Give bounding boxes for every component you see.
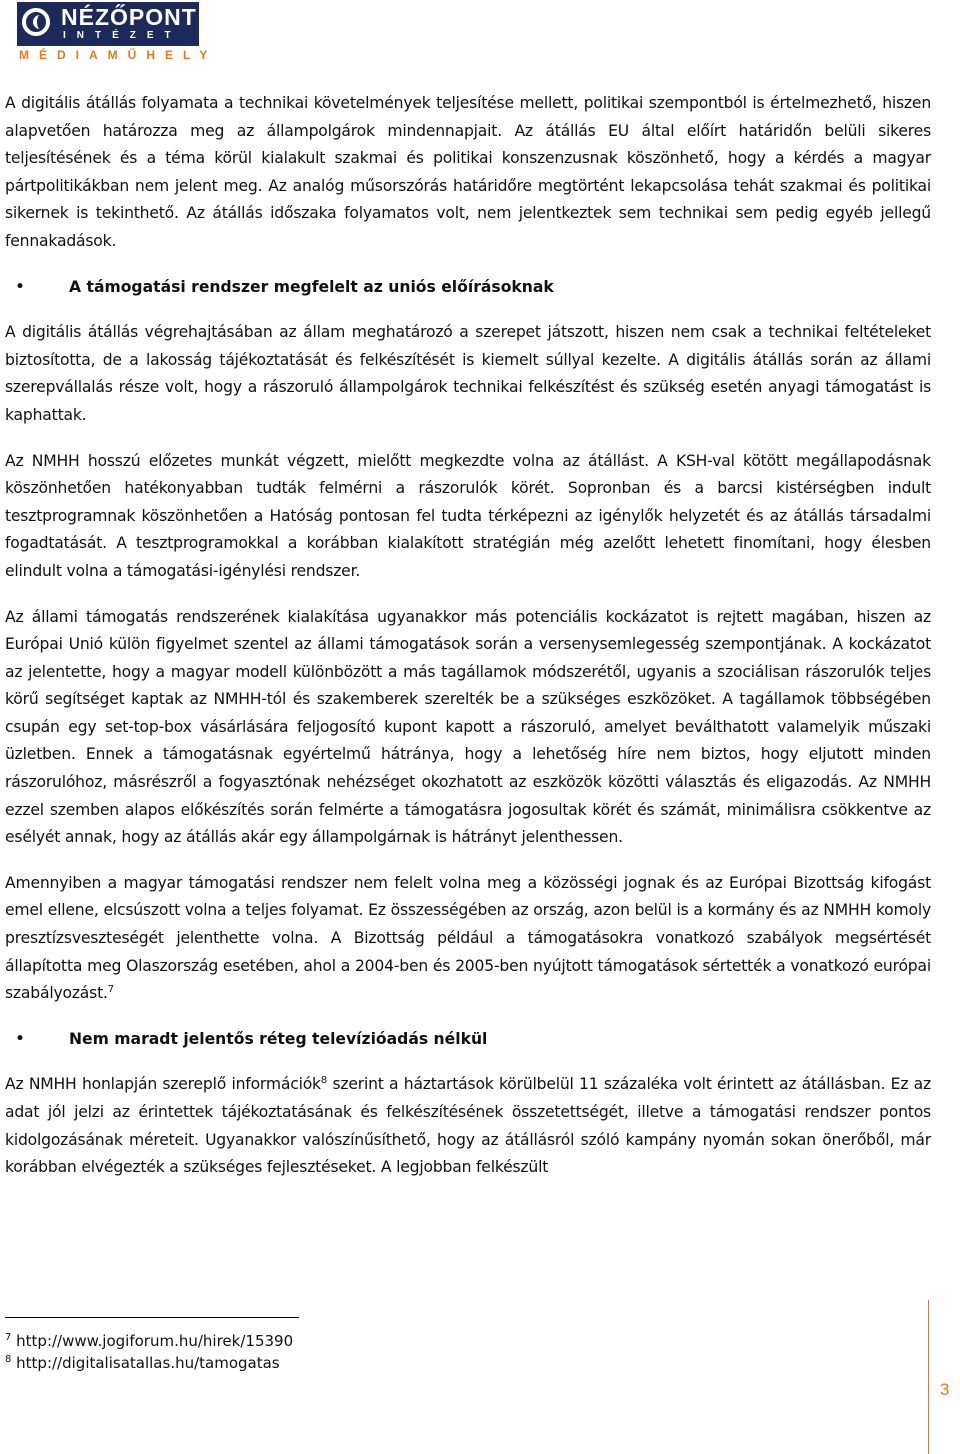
logo-tagline: MÉDIAMŰHELY xyxy=(19,48,218,62)
bullet-icon: • xyxy=(15,278,25,295)
paragraph-4: Az állami támogatás rendszerének kialakítása ugyanakkor más potenciális kockázatot is rejtett magában, hiszen az Európai Unió külön figyelmet szentel az állami támogatások során a versenysemlegesség szempontjának. A kockázatot az jelentette, hogy a magyar modell különbözött a más tagállamok módszerétől, ugyanis a szociálisan rászorulók teljes körű segítséget kaptak az NMHH-tól és szakemberek szerelték be a szükséges eszközöket. A tagállamok többségében csupán egy set-top-box vásárlására feljogosító kupont kapott a rászoruló, amelyet beválthatott valamelyik műszaki üzletben. Ennek a támogatásnak egyértelmű hátránya, hogy a lehetőség híre nem biztos, hogy eljutott minden rászorulóhoz, másrészről a fogyasztónak nehézséget okozhatott az eszközök közötti választás és eligazodás. Az NMHH ezzel szemben alapos előkészítés során felmérte a támogatásra jogosultak körét és számát, minimálisra csökkentve az esélyét annak, hogy az átállás akár egy állampolgárnak is hátrányt jelenthessen. xyxy=(5,607,931,847)
paragraph-6 xyxy=(5,1071,931,1181)
footnotes xyxy=(5,1330,293,1374)
footnote-number: 8 xyxy=(5,1354,12,1365)
paragraph-6-lead: Az NMHH honlapján szereplő információk xyxy=(5,1075,321,1094)
paragraph-2: A digitális átállás végrehajtásában az állam meghatározó a szerepet játszott, hiszen nem csak a technikai feltételeket biztosította, de a lakosság tájékoztatását és felkészítését is kiemelt súllyal kezelte. A digitális átállás során az állami szerepvállalás része volt, hogy a rászoruló állampolgárok technikai felkészítést és szükség esetén anyagi támogatást is kaphattak. xyxy=(5,323,931,424)
footnote-divider xyxy=(5,1317,299,1318)
section-heading-text: A támogatási rendszer megfelelt az uniós előírásoknak xyxy=(69,277,554,296)
section-heading-1 xyxy=(5,274,931,302)
section-heading-2 xyxy=(5,1026,931,1054)
logo-mark-icon xyxy=(22,8,50,36)
bullet-icon: • xyxy=(15,1030,25,1047)
paragraph-5-text: Amennyiben a magyar támogatási rendszer nem felelt volna meg a közösségi jognak és az Európai Bizottság kifogást emel ellene, elcsúszott volna a teljes folyamat. Ez összességében az ország, azon belül is a kormány és az NMHH komoly presztízsveszteségét jelenthette volna. A Bizottság például a támogatásokra vonatkozó szabályok megsértését állapította meg Olaszország esetében, ahol a 2004-ben és 2005-ben nyújtott támogatások sértették a vonatkozó európai szabályozást. xyxy=(5,873,931,1003)
logo-box xyxy=(17,2,199,46)
footnote-7 xyxy=(5,1330,293,1352)
footnote-number: 7 xyxy=(5,1332,12,1343)
logo-subtitle: INTÉZET xyxy=(63,30,182,41)
footnote-ref-8[interactable]: 8 xyxy=(320,1075,328,1087)
paragraph-6-rest: szerint a háztartások körülbelül 11 százaléka volt érintett az átállásban. Ez az adat jól jelzi az érintettek tájékoztatásának és felkészítésének összetettségét, illetve a támogatási rendszer pontos kidolgozásának méreteit. Ugyanakkor valószínűsíthető, hogy az átállásról szóló kampány nyomán sokan önerőből, már korábban elvégezték a szükséges fejlesztéseket. A legjobban felkészült xyxy=(5,1075,932,1177)
section-heading-text: Nem maradt jelentős réteg televízióadás nélkül xyxy=(69,1029,488,1048)
page-margin-rule xyxy=(928,1300,929,1454)
logo xyxy=(17,2,218,64)
footnote-ref-7[interactable]: 7 xyxy=(107,984,114,996)
footnote-8 xyxy=(5,1352,293,1374)
footnote-link[interactable]: http://www.jogiforum.hu/hirek/15390 xyxy=(16,1332,294,1350)
paragraph-1: A digitális átállás folyamata a technikai követelmények teljesítése mellett, politikai szempontból is értelmezhető, hiszen alapvetően határozza meg az állampolgárok mindennapjait. Az átállás EU által előírt határidőn belüli sikeres teljesítésének és a téma körül kialakult szakmai és politikai konszenzusnak köszönhető, hogy a kérdés a magyar pártpolitikákban nem jelent meg. Az analóg műsorszórás határidőre megtörtént lekapcsolása tehát szakmai és politikai sikernek is tekinthető. Az átállás időszaka folyamatos volt, nem jelentkeztek sem technikai sem pedig egyéb jellegű fennakadások. xyxy=(5,94,931,250)
footnote-link[interactable]: http://digitalisatallas.hu/tamogatas xyxy=(16,1354,280,1372)
page-number: 3 xyxy=(940,1380,950,1399)
paragraph-5 xyxy=(5,870,931,1008)
document-body xyxy=(5,90,931,1200)
paragraph-3: Az NMHH hosszú előzetes munkát végzett, mielőtt megkezdte volna az átállást. A KSH-val kötött megállapodásnak köszönhetően hatékonyabban tudták felmérni a rászorulók körét. Sopronban és a barcsi kistérségben indult tesztprogramnak köszönhetően a Hatóság pontosan fel tudta térképezni az igénylők helyzetét és az átállás társadalmi fogadtatását. A tesztprogramokkal a korábban kialakított stratégián még azelőtt lehetett finomítani, hogy élesben elindult volna a támogatási-igénylési rendszer. xyxy=(5,451,931,580)
logo-name: NÉZŐPONT xyxy=(61,4,197,30)
